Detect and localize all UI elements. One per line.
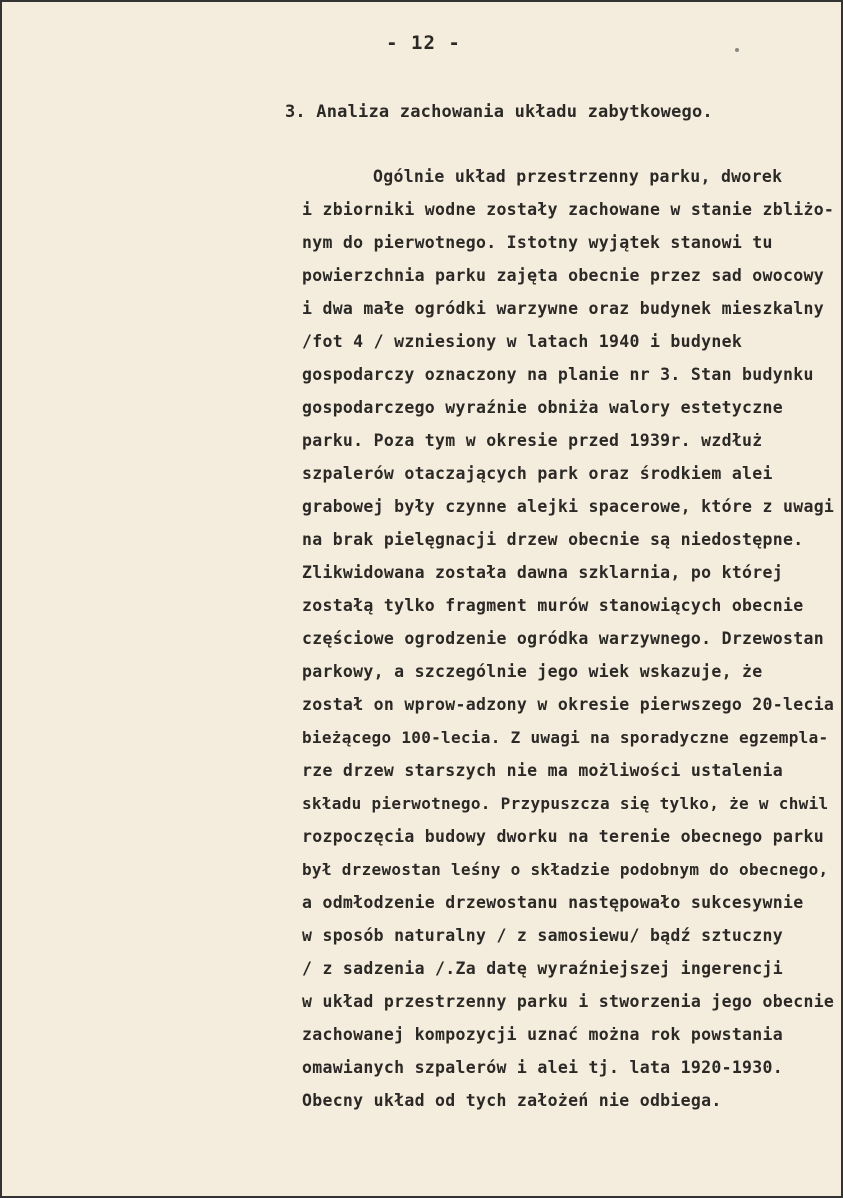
page-number: - 12 - [386,32,461,54]
text-line: składu pierwotnego. Przypuszcza się tylko, że w chwil [302,794,829,813]
text-line: i zbiorniki wodne zostały zachowane w stanie zbliżo- [302,200,835,219]
text-line: został on wprow-adzony w okresie pierwszego 20-lecia [302,695,835,714]
text-line: /fot 4 / wzniesiony w latach 1940 i budynek [302,332,743,351]
text-line: szpalerów otaczających park oraz środkiem alei [302,464,773,483]
text-line: parku. Poza tym w okresie przed 1939r. wzdłuż [302,431,763,450]
text-line: / z sadzenia /.Za datę wyraźniejszej ingerencji [302,959,783,978]
text-line: gospodarczego wyraźnie obniża walory estetyczne [302,398,783,417]
text-line: w sposób naturalny / z samosiewu/ bądź sztuczny [302,926,783,945]
text-line: gospodarczy oznaczony na planie nr 3. Stan budynku [302,365,814,384]
text-line: częściowe ogrodzenie ogródka warzywnego. Drzewostan [302,629,824,648]
section-heading: 3. Analiza zachowania układu zabytkowego. [285,102,713,122]
text-line: w układ przestrzenny parku i stworzenia jego obecnie [302,992,835,1011]
text-line: grabowej były czynne alejki spacerowe, które z uwagi [302,497,835,516]
text-line: a odmłodzenie drzewostanu następowało sukcesywnie [302,893,804,912]
text-line: omawianych szpalerów i alei tj. lata 1920-1930. [302,1058,783,1077]
text-line: parkowy, a szczególnie jego wiek wskazuje, że [302,662,763,681]
text-line: Obecny układ od tych założeń nie odbiega. [302,1091,722,1110]
text-line: bieżącego 100-lecia. Z uwagi na sporadyczne egzempla- [302,728,829,747]
text-line: Ogólnie układ przestrzenny parku, dworek [373,167,783,186]
text-line: zostałą tylko fragment murów stanowiących obecnie [302,596,804,615]
text-line: rze drzew starszych nie ma możliwości ustalenia [302,761,783,780]
text-line: na brak pielęgnacji drzew obecnie są niedostępne. [302,530,804,549]
text-line: powierzchnia parku zajęta obecnie przez sad owocowy [302,266,824,285]
paper-speck [735,48,739,52]
text-line: i dwa małe ogródki warzywne oraz budynek mieszkalny [302,299,824,318]
text-line: był drzewostan leśny o składzie podobnym do obecnego, [302,860,829,879]
text-line: rozpoczęcia budowy dworku na terenie obecnego parku [302,827,824,846]
text-line: zachowanej kompozycji uznać można rok powstania [302,1025,783,1044]
text-line: nym do pierwotnego. Istotny wyjątek stanowi tu [302,233,773,252]
text-line: Zlikwidowana została dawna szklarnia, po której [302,563,783,582]
